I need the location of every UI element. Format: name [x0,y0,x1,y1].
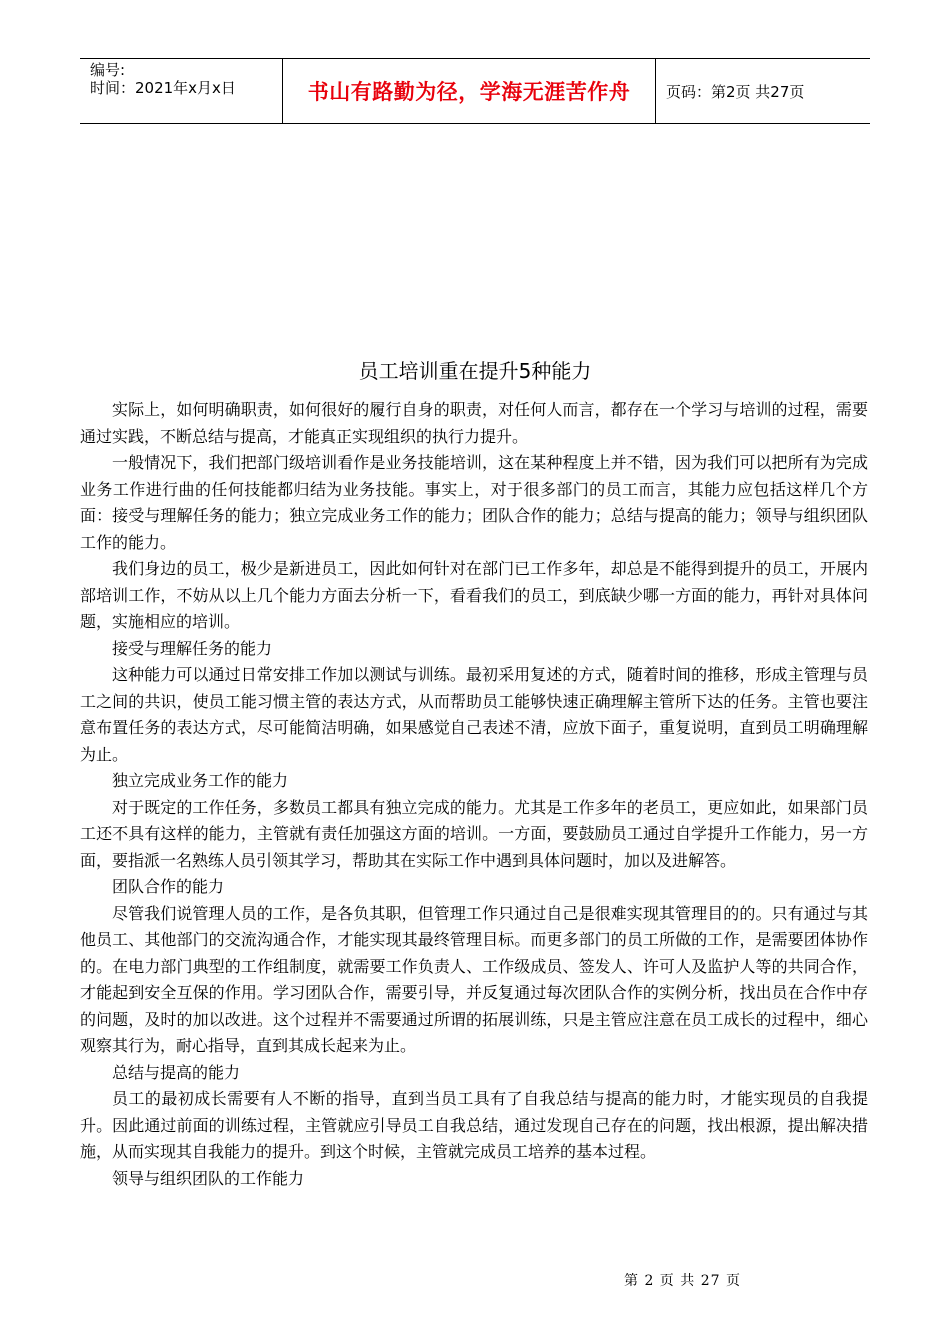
paragraph: 对于既定的工作任务，多数员工都具有独立完成的能力。尤其是工作多年的老员工，更应如此，如果部门员工还不具有这样的能力，主管就有责任加强这方面的培训。一方面，要鼓励员工通过自学提升工作能力，另一方面，要指派一名熟练人员引领其学习，帮助其在实际工作中遇到具体问题时，加以及进解答。 [80,797,868,870]
page-footer: 第 2 页 共 27 页 [624,1273,741,1289]
document-number-label: 编号: [90,61,126,79]
paragraph: 这种能力可以通过日常安排工作加以测试与训练。最初采用复述的方式，随着时间的推移，形成主管理与员工之间的共识，使员工能习惯主管的表达方式，从而帮助员工能够快速正确理解主管所下达的任务。主管也要注意布置任务的表达方式，尽可能简洁明确，如果感觉自己表述不清，应放下面子，重复说明，直到员工明确理解为止。 [80,665,868,764]
paragraph: 一般情况下，我们把部门级培训看作是业务技能培训，这在某种程度上并不错，因为我们可以把所有为完成业务工作进行曲的任何技能都归结为业务技能。事实上，对于很多部门的员工而言，其能力应包括这样几个方面：接受与理解任务的能力；独立完成业务工作的能力；团队合作的能力；总结与提高的能力；领导与组织团队工作的能力。 [80,453,868,552]
paragraph: 尽管我们说管理人员的工作，是各负其职，但管理工作只通过自己是很难实现其管理目的的。只有通过与其他员工、其他部门的交流沟通合作，才能实现其最终管理目标。而更多部门的员工所做的工作，是需要团体协作的。在电力部门典型的工作组制度，就需要工作负责人、工作级成员、签发人、许可人及监护人等的共同合作，才能起到安全互保的作用。学习团队合作，需要引导，并反复通过每次团队合作的实例分析，找出员在合作中存的问题，及时的加以改进。这个过程并不需要通过所谓的拓展训练，只是主管应注意在员工成长的过程中，细心观察其行为，耐心指导，直到其成长起来为止。 [80,903,868,1055]
document-title: 员工培训重在提升5种能力 [358,359,592,383]
header-page-label: 页码：第2页 共27页 [666,82,805,101]
section-heading: 领导与组织团队的工作能力 [112,1168,305,1188]
paragraph: 员工的最初成长需要有人不断的指导，直到当员工具有了自我总结与提高的能力时，才能实现员的自我提升。因此通过前面的训练过程，主管就应引导员工自我总结，通过发现自己存在的问题，找出根源，提出解决措施，从而实现其自我能力的提升。到这个时候，主管就完成员工培养的基本过程。 [80,1089,868,1161]
section-heading: 总结与提高的能力 [112,1062,241,1082]
paragraph: 实际上，如何明确职责，如何很好的履行自身的职责，对任何人而言，都存在一个学习与培训的过程，需要通过实践，不断总结与提高，才能真正实现组织的执行力提升。 [80,400,868,446]
document-body [80,397,868,1192]
document-header [80,58,870,124]
section-heading: 独立完成业务工作的能力 [112,771,289,790]
header-motto: 书山有路勤为径，学海无涯苦作舟 [282,59,656,123]
document-time-label: 时间：2021年x月x日 [90,79,236,97]
header-meta-cell [80,59,282,123]
section-heading: 接受与理解任务的能力 [112,638,273,658]
paragraph: 我们身边的员工，极少是新进员工，因此如何针对在部门已工作多年，却总是不能得到提升的员工，开展内部培训工作，不妨从以上几个能力方面去分析一下，看看我们的员工，到底缺少哪一方面的能力，再针对具体问题，实施相应的培训。 [80,559,868,631]
section-heading: 团队合作的能力 [112,877,225,896]
